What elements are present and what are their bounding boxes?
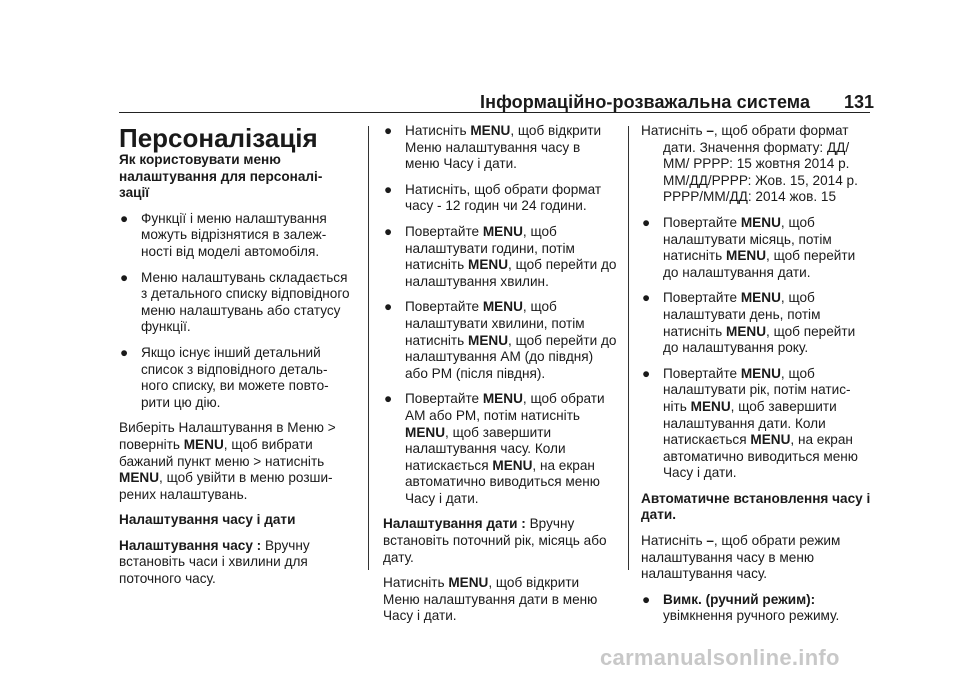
bullet-icon: ● xyxy=(384,223,393,239)
bullet-icon: ● xyxy=(384,391,393,407)
body-paragraph: Виберіть Налаштування в Меню > повернiть MENU, щоб вибрати бажаний пункт меню > натисніть MENU, щоб увійти в меню розши- рених налаштувань. xyxy=(119,420,336,502)
bullet-item: ● Повертайте MENU, щоб налаштувати години, потім натисніть MENU, щоб перейти до налаштування хвилин. xyxy=(384,223,617,289)
bullet-icon: ● xyxy=(642,365,651,381)
bullet-icon: ● xyxy=(642,591,651,607)
page-header-title: Інформаційно-розважальна система xyxy=(480,92,811,112)
bullet-icon: ● xyxy=(384,299,393,315)
body-paragraph: Налаштування часу : Вручну встановіть часи і хвилини для поточного часу. xyxy=(119,537,310,587)
watermark: carmanualsonline.info xyxy=(600,645,840,670)
bullet-item: ● Функції і меню налаштування можуть відрізнятися в залеж- ності від моделі автомобіля. xyxy=(120,210,327,259)
bullet-item: ● Натисніть, щоб обрати формат часу - 12 годин чи 24 години. xyxy=(384,181,602,214)
bullet-item: ● Вимк. (ручний режим): увімкнення ручного режиму. xyxy=(642,591,840,624)
body-paragraph: Натисніть –, щоб обрати формат дати. Значення формату: ДД/ММ/ РРРР: 15 жовтня 2014 р. ММ/ДД/РРРР: Жов. 15, 2014 р. РРРР/ММ/ДД: 2014 жов. 15 xyxy=(641,123,858,205)
subsection-heading: Автоматичне встановлення часу і дати. xyxy=(641,490,871,523)
bullet-item: ● Повертайте MENU, щоб налаштувати рік, потім натис- ніть MENU, щоб завершити налаштування дати. Коли натискається MENU, на екран автоматично виводиться меню Часу і дати. xyxy=(642,365,858,481)
body-paragraph: Налаштування дати : Вручну встановіть поточний рік, місяць або дату. xyxy=(383,516,607,565)
header-rule xyxy=(119,112,870,113)
column-1 xyxy=(119,124,351,597)
column-2 xyxy=(383,123,618,634)
body-paragraph: Натисніть –, щоб обрати режим налаштування часу в меню налаштування часу. xyxy=(641,533,841,582)
bullet-icon: ● xyxy=(384,181,393,197)
bullet-item: ● Повертайте MENU, щоб налаштувати місяць, потім натисніть MENU, щоб перейти до налаштування дати. xyxy=(642,214,856,280)
bullet-icon: ● xyxy=(120,269,129,285)
bullet-icon: ● xyxy=(120,344,129,360)
subsection-heading: Як користовувати меню налаштування для персоналі- зації xyxy=(119,152,323,201)
column-divider xyxy=(628,126,629,570)
subsection-heading: Налаштування часу і дати xyxy=(119,512,296,528)
bullet-icon: ● xyxy=(120,210,129,226)
bullet-item: ● Повертайте MENU, щоб налаштувати день, потім натисніть MENU, щоб перейти до налаштування року. xyxy=(642,290,856,356)
body-paragraph: Натисніть MENU, щоб відкрити Меню налаштування дати в меню Часу і дати. xyxy=(383,575,598,624)
bullet-item: ● Меню налаштувань складається з детального списку відповідного меню налаштувань або статусу функції. xyxy=(120,269,350,335)
bullet-item: ● Повертайте MENU, щоб обрати AM або PM, потім натисніть MENU, щоб завершити налаштування часу. Коли натискається MENU, на екран автоматично виводиться меню Часу і дати. xyxy=(384,391,605,506)
bullet-item: ● Натисніть MENU, щоб відкрити Меню налаштування часу в меню Часу і дати. xyxy=(384,123,602,172)
bullet-icon: ● xyxy=(384,123,393,138)
page-number: 131 xyxy=(844,92,875,112)
section-title: Персоналізація xyxy=(119,123,318,153)
bullet-item: ● Повертайте MENU, щоб налаштувати хвилини, потім натисніть MENU, щоб перейти до налаштування AM (до півдня) або PM (після півдня). xyxy=(384,299,617,381)
bullet-icon: ● xyxy=(642,290,651,306)
bullet-item: ● Якщо існує інший детальний список з відповідного деталь- ного списку, ви можете повто- рити цю дію. xyxy=(120,344,329,410)
column-divider xyxy=(368,126,369,570)
column-3 xyxy=(641,123,873,634)
bullet-icon: ● xyxy=(642,214,651,230)
